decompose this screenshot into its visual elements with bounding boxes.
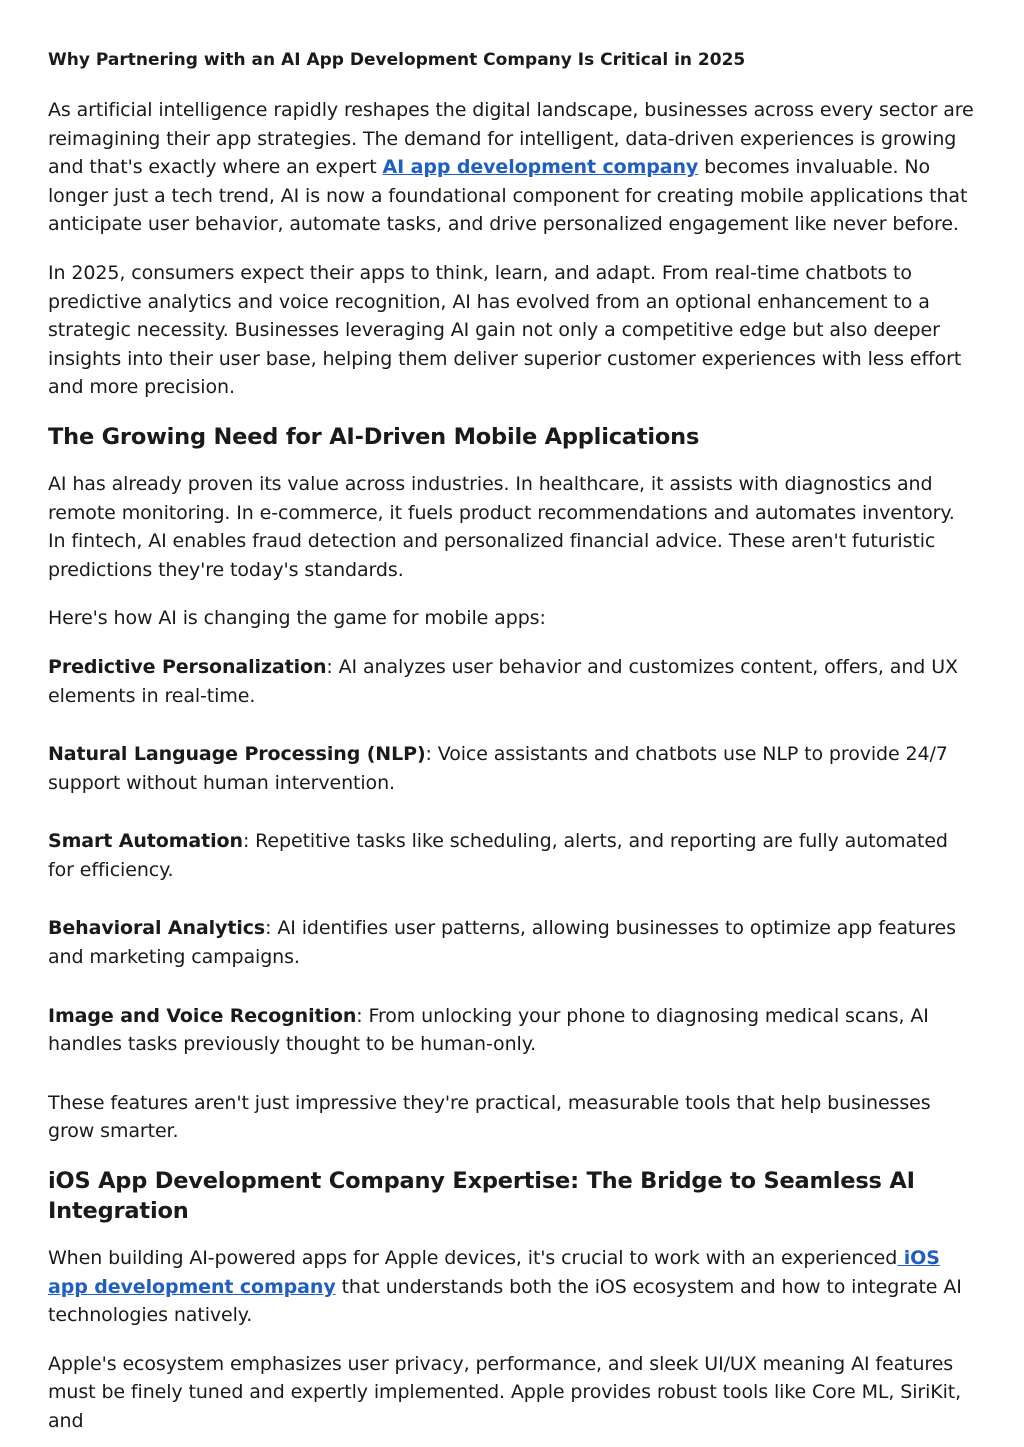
section2-paragraph-2: Apple's ecosystem emphasizes user privacy, performance, and sleek UI/UX meaning AI features must be finely tuned and expertly implemented. Apple provides robust tools like Core ML, SiriKit, and [48, 1352, 962, 1432]
section1-paragraph-3: These features aren't just impressive they're practical, measurable tools that help businesses grow smarter. [48, 1091, 931, 1143]
feature-description: : AI identifies user patterns, allowing businesses to optimize app features and marketing campaigns. [48, 917, 956, 969]
intro-paragraph-1 [48, 96, 976, 239]
feature-description: : AI analyzes user behavior and customizes content, offers, and UX elements in real-time. [48, 655, 958, 707]
feature-term: Image and Voice Recognition [48, 1004, 357, 1027]
intro-paragraph-2: In 2025, consumers expect their apps to think, learn, and adapt. From real-time chatbots to predictive analytics and voice recognition, AI has evolved from an optional enhancement to a strategic necessity. Businesses leveraging AI gain not only a competitive edge but also deeper insights into their user base, helping them deliver superior customer experiences with less effort and more precision. [48, 261, 962, 399]
ios-app-development-company-link[interactable]: iOS app development company [48, 1247, 940, 1298]
feature-term: Smart Automation [48, 830, 243, 853]
feature-description: : Voice assistants and chatbots use NLP to provide 24/7 support without human intervention. [48, 743, 948, 794]
feature-description: : From unlocking your phone to diagnosing medical scans, AI handles tasks previously thought to be human-only. [48, 1004, 929, 1056]
intro-p1-text-after: becomes invaluable. No longer just a tech trend, AI is now a foundational component for creating mobile applications that anticipate user behavior, automate tasks, and drive personalized engagement like never before. [48, 156, 968, 236]
feature-item-nlp [48, 740, 976, 797]
feature-term: Natural Language Processing (NLP) [48, 743, 426, 766]
feature-term: Predictive Personalization [48, 655, 327, 678]
intro-p1-text-before: As artificial intelligence rapidly reshapes the digital landscape, businesses across every sector are reimagining their app strategies. The demand for intelligent, data-driven experiences is growing and that's exactly where an expert [48, 99, 974, 179]
ai-app-development-company-link[interactable]: AI app development company [382, 156, 699, 179]
section2-p1-text-after: that understands both the iOS ecosystem and how to integrate AI technologies natively. [48, 1275, 962, 1327]
section2-paragraph-1 [48, 1244, 976, 1330]
feature-item-image-voice-recognition [48, 1002, 976, 1059]
feature-item-smart-automation [48, 827, 976, 884]
section-heading-growing-need: The Growing Need for AI-Driven Mobile Applications [48, 423, 700, 450]
section2-p1-text-before: When building AI-powered apps for Apple devices, it's crucial to work with an experienced [48, 1247, 898, 1270]
section1-paragraph-2: Here's how AI is changing the game for mobile apps: [48, 607, 546, 630]
section-heading-ios-expertise: iOS App Development Company Expertise: The Bridge to Seamless AI Integration [48, 1168, 915, 1225]
feature-item-behavioral-analytics [48, 914, 976, 971]
document-title: Why Partnering with an AI App Development Company Is Critical in 2025 [48, 50, 746, 70]
feature-term: Behavioral Analytics [48, 917, 266, 940]
section1-paragraph-1: AI has already proven its value across industries. In healthcare, it assists with diagnostics and remote monitoring. In e-commerce, it fuels product recommendations and automates inventory. In fintech, AI enables fraud detection and personalized financial advice. These aren't futuristic predictions they're today's standards. [48, 472, 955, 581]
feature-item-predictive-personalization [48, 653, 976, 710]
feature-description: : Repetitive tasks like scheduling, alerts, and reporting are fully automated for efficiency. [48, 830, 948, 881]
